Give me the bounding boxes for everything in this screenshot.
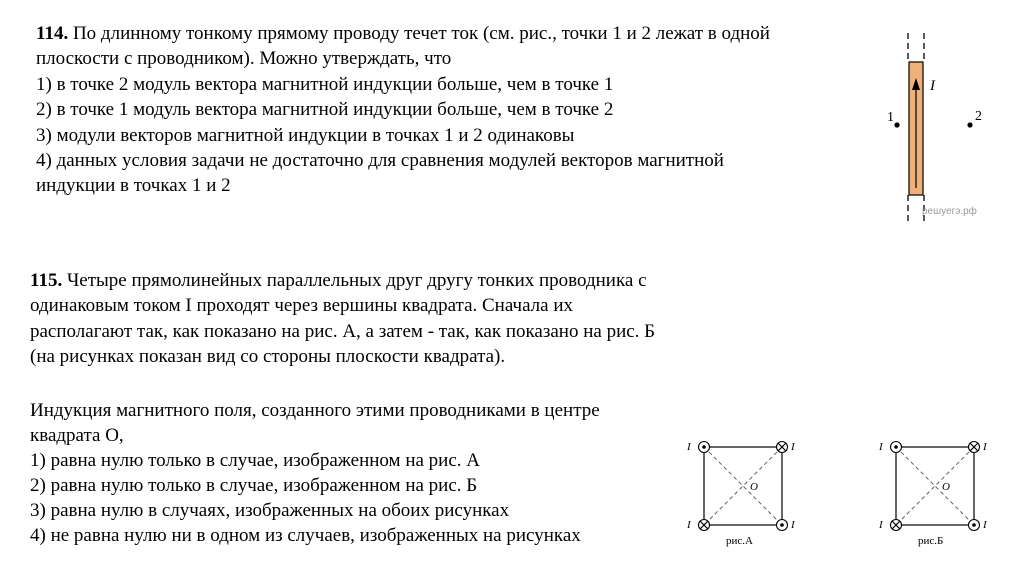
label-a-top-right: I xyxy=(791,441,795,453)
problem-114-option-4: 4) данных условия задачи не достаточно для сравнения модулей векторов магнитной xyxy=(36,150,724,171)
point-2 xyxy=(967,122,972,127)
problem-114-option-3: 3) модули векторов магнитной индукции в точках 1 и 2 одинаковы xyxy=(36,125,575,146)
point-2-label: 2 xyxy=(975,109,982,124)
center-label-a: O xyxy=(750,481,758,493)
label-a-top-left: I xyxy=(687,441,691,453)
label-b-top-right: I xyxy=(983,441,987,453)
problem-115-option-4: 4) не равна нулю ни в одном из случаев, изображенных на рисунках xyxy=(30,525,581,546)
conductor-a-bottom-left xyxy=(699,520,710,531)
problem-115-line-4: (на рисунках показан вид со стороны плоскости квадрата). xyxy=(30,346,506,367)
wire-figure xyxy=(880,28,990,228)
problem-115-option-3: 3) равна нулю в случаях, изображенных на обоих рисунках xyxy=(30,500,510,521)
caption-b: рис.Б xyxy=(918,535,944,547)
problem-114-option-4-cont: индукции в точках 1 и 2 xyxy=(36,175,231,196)
problem-114-intro-1: По длинному тонкому прямому проводу течет ток (см. рис., точки 1 и 2 лежат в одной xyxy=(68,23,770,44)
center-label-b: O xyxy=(942,481,950,493)
conductor-a-top-right xyxy=(777,442,788,453)
problem-115-line-1 xyxy=(30,268,647,293)
figure-b xyxy=(874,432,1004,552)
conductor-b-bottom-left xyxy=(891,520,902,531)
label-b-bottom-right: I xyxy=(983,519,987,531)
problem-115-intro-1: Четыре прямолинейных параллельных друг другу тонких проводника с xyxy=(62,270,647,291)
conductor-b-bottom-right xyxy=(969,520,980,531)
problem-114-option-1: 1) в точке 2 модуль вектора магнитной индукции больше, чем в точке 1 xyxy=(36,74,614,95)
conductor-a-bottom-right xyxy=(777,520,788,531)
point-1-label: 1 xyxy=(887,110,894,125)
problem-115-question-1: Индукция магнитного поля, созданного этими проводниками в центре xyxy=(30,400,600,421)
current-label: I xyxy=(930,78,935,94)
problem-115-line-2: одинаковым током I проходят через вершины квадрата. Сначала их xyxy=(30,295,574,316)
conductor-a-top-left xyxy=(699,442,710,453)
watermark: решуегэ.рф xyxy=(922,206,977,217)
label-b-top-left: I xyxy=(879,441,883,453)
problem-115-option-1: 1) равна нулю только в случае, изображенном на рис. А xyxy=(30,450,481,471)
point-1 xyxy=(894,122,899,127)
problem-115-number: 115. xyxy=(30,270,63,291)
problem-115-question-2: квадрата О, xyxy=(30,425,124,446)
label-a-bottom-right: I xyxy=(791,519,795,531)
label-b-bottom-left: I xyxy=(879,519,883,531)
problem-115-option-2: 2) равна нулю только в случае, изображенном на рис. Б xyxy=(30,475,478,496)
problem-115-line-3: располагают так, как показано на рис. А, а затем - так, как показано на рис. Б xyxy=(30,321,656,342)
figure-a xyxy=(682,432,812,552)
problem-114-line-1 xyxy=(36,21,770,46)
caption-a: рис.А xyxy=(726,535,753,547)
problem-114-option-2: 2) в точке 1 модуль вектора магнитной индукции больше, чем в точке 2 xyxy=(36,99,614,120)
problem-114-line-2: плоскости с проводником). Можно утверждать, что xyxy=(36,48,452,69)
problem-114-number: 114. xyxy=(36,23,69,44)
conductor-b-top-left xyxy=(891,442,902,453)
conductor-b-top-right xyxy=(969,442,980,453)
label-a-bottom-left: I xyxy=(687,519,691,531)
